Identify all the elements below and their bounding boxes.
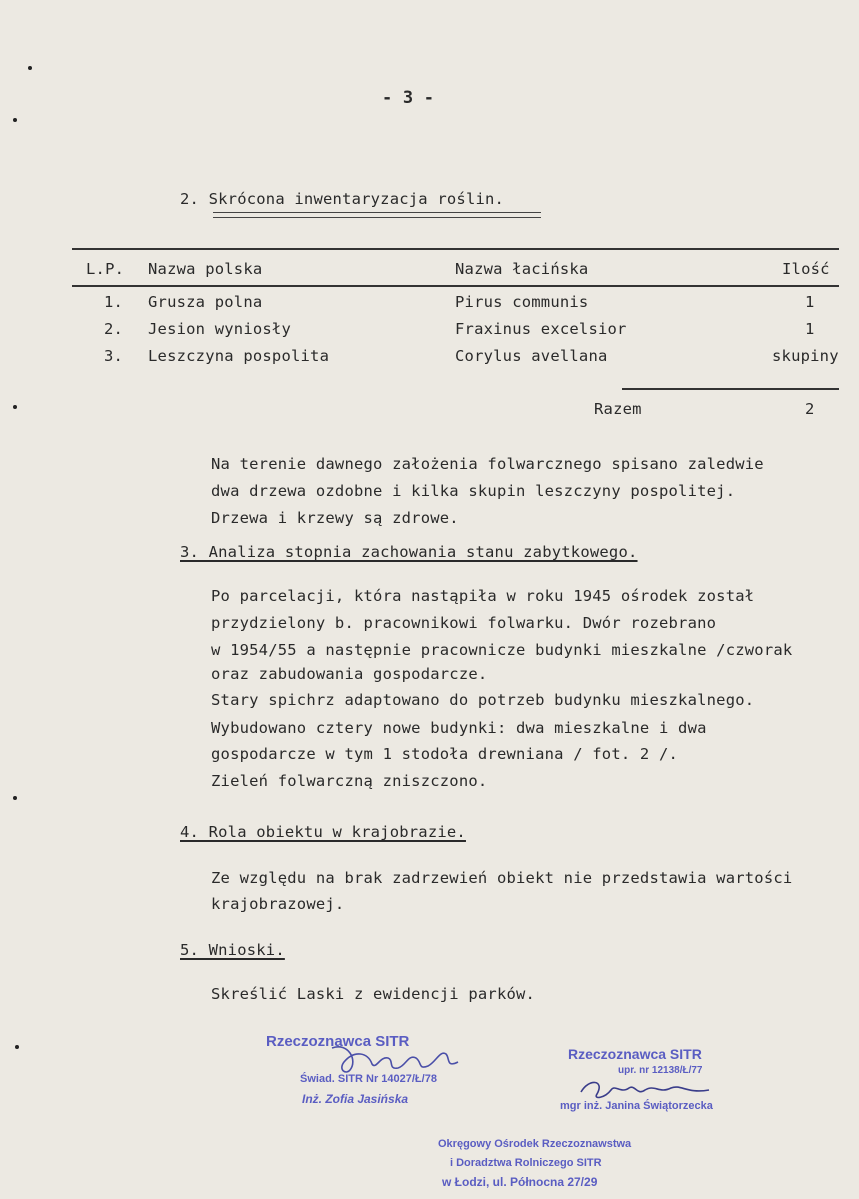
latin-name: Pirus communis (455, 293, 589, 311)
table-header-lp: L.P. (86, 260, 125, 278)
text-line: w 1954/55 a następnie pracownicze budynki mieszkalne /czworak (211, 641, 793, 659)
text-line: oraz zabudowania gospodarcze. (211, 665, 488, 683)
paragraph-line: Drzewa i krzewy są zdrowe. (211, 509, 459, 527)
stamp-right-name: mgr inż. Janina Świątorzecka (560, 1100, 713, 1112)
latin-name: Corylus avellana (455, 347, 608, 365)
quantity: skupiny (772, 347, 839, 365)
stamp-bottom-line3: w Łodzi, ul. Północna 27/29 (442, 1175, 598, 1189)
table-header-quantity: Ilość (782, 260, 830, 278)
polish-name: Grusza polna (148, 293, 263, 311)
total-value: 2 (805, 400, 815, 418)
quantity: 1 (805, 293, 815, 311)
section-4-title: 4. Rola obiektu w krajobrazie. (180, 823, 466, 841)
signature-right (575, 1072, 715, 1106)
text-line: przydzielony b. pracownikowi folwarku. Dwór rozebrano (211, 614, 717, 632)
stamp-right-number: upr. nr 12138/Ł/77 (618, 1065, 703, 1076)
polish-name: Jesion wyniosły (148, 320, 291, 338)
row-number: 1. (104, 293, 124, 311)
stamp-bottom-line1: Okręgowy Ośrodek Rzeczoznawstwa (438, 1138, 632, 1150)
section-5-title: 5. Wnioski. (180, 941, 285, 959)
signature-left (328, 1040, 468, 1078)
section-2-title: 2. Skrócona inwentaryzacja roślin. (180, 190, 505, 208)
margin-mark (13, 118, 17, 122)
stamp-right-title: Rzeczoznawca SITR (568, 1046, 702, 1062)
quantity: 1 (805, 320, 815, 338)
row-number: 2. (104, 320, 124, 338)
polish-name: Leszczyna pospolita (148, 347, 330, 365)
total-rule (622, 388, 839, 390)
text-line: Stary spichrz adaptowano do potrzeb budynku mieszkalnego. (211, 691, 755, 709)
margin-mark (13, 405, 17, 409)
text-line: krajobrazowej. (211, 895, 345, 913)
table-header-latin-name: Nazwa łacińska (455, 260, 589, 278)
text-line: Wybudowano cztery nowe budynki: dwa mieszkalne i dwa (211, 719, 707, 737)
table-header-polish-name: Nazwa polska (148, 260, 263, 278)
table-header-rule (72, 285, 839, 287)
stamp-left-name: Inż. Zofia Jasińska (302, 1092, 409, 1106)
latin-name: Fraxinus excelsior (455, 320, 627, 338)
row-number: 3. (104, 347, 124, 365)
page-number: - 3 - (382, 88, 435, 108)
text-line: gospodarcze w tym 1 stodoła drewniana / fot. 2 /. (211, 745, 679, 763)
paragraph-line: dwa drzewa ozdobne i kilka skupin leszczyny pospolitej. (211, 482, 736, 500)
paragraph-line: Na terenie dawnego założenia folwarcznego spisano zaledwie (211, 455, 764, 473)
stamp-bottom-line2: i Doradztwa Rolniczego SITR (450, 1157, 602, 1169)
text-line: Po parcelacji, która nastąpiła w roku 1945 ośrodek został (211, 587, 755, 605)
text-line: Ze względu na brak zadrzewień obiekt nie przedstawia wartości (211, 869, 793, 887)
margin-mark (28, 66, 32, 70)
stamp-left-title: Rzeczoznawca SITR (266, 1033, 410, 1050)
stamp-left-number: Świad. SITR Nr 14027/Ł/78 (300, 1073, 437, 1085)
title-double-underline (213, 212, 541, 218)
total-label: Razem (594, 400, 642, 418)
margin-mark (13, 796, 17, 800)
conclusion-text: Skreślić Laski z ewidencji parków. (211, 985, 536, 1003)
section-3-title: 3. Analiza stopnia zachowania stanu zabytkowego. (180, 543, 638, 561)
margin-mark (15, 1045, 19, 1049)
table-top-rule (72, 248, 839, 250)
text-line: Zieleń folwarczną zniszczono. (211, 772, 488, 790)
